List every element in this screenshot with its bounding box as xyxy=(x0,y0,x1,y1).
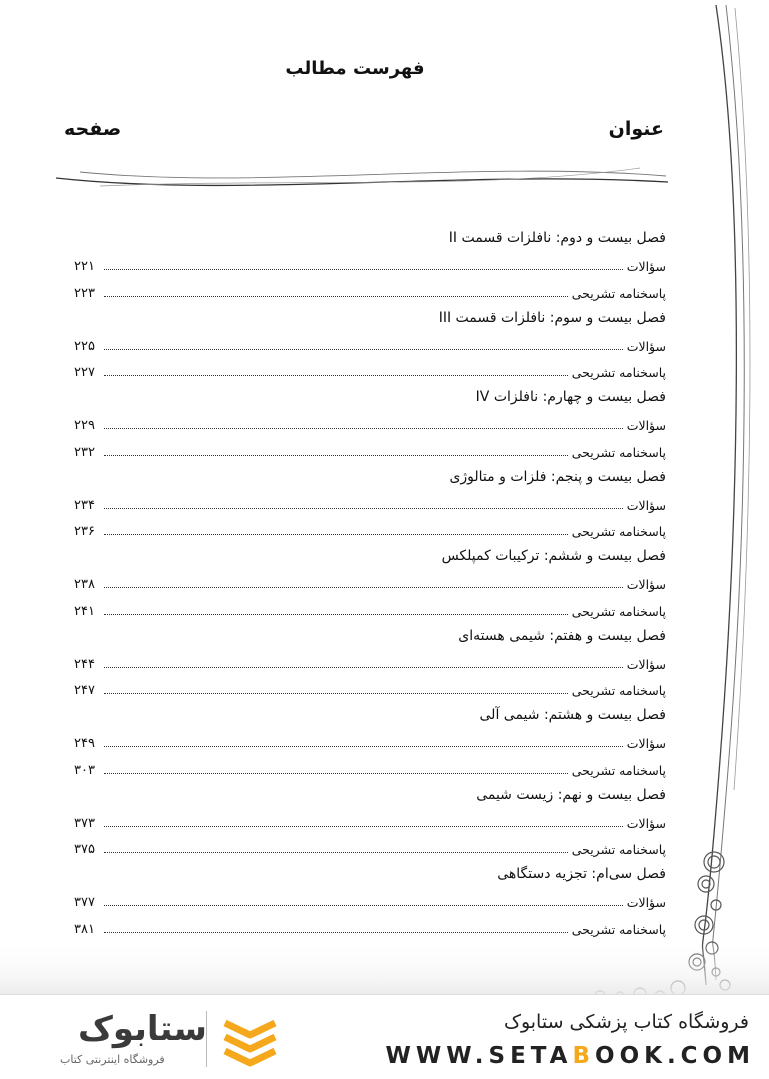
dot-leader xyxy=(104,773,568,774)
column-header-page: صفحه xyxy=(64,118,122,140)
toc-page-number: ۲۲۷ xyxy=(74,365,95,380)
toc-page-number: ۲۲۱ xyxy=(74,259,95,274)
toc-entry[interactable] xyxy=(74,808,666,835)
toc-entry[interactable] xyxy=(74,490,666,517)
seta-logo xyxy=(20,1005,300,1073)
toc-entry-label: پاسخنامه تشریحی xyxy=(571,921,666,937)
toc-entry-label: سؤالات xyxy=(626,656,666,672)
toc-page-number: ۲۳۶ xyxy=(74,524,95,539)
toc-entry-label: سؤالات xyxy=(626,895,666,910)
toc-page-number: ۲۴۴ xyxy=(74,656,95,672)
toc-entry[interactable] xyxy=(74,755,666,782)
toc-page-number: ۲۳۲ xyxy=(74,444,95,460)
toc-chapter-heading: فصل بیست و هفتم: شیمی هسته‌ای xyxy=(458,627,666,644)
toc-page-number: ۳۷۳ xyxy=(74,815,95,831)
toc-entry[interactable] xyxy=(74,649,666,676)
toc-entry-label: پاسخنامه تشریحی xyxy=(571,603,666,619)
toc-entry[interactable] xyxy=(74,570,666,597)
toc-page-number: ۲۴۱ xyxy=(74,603,95,619)
toc-page-number: ۳۸۱ xyxy=(74,921,95,937)
dot-leader xyxy=(104,746,623,747)
toc-entry-label: پاسخنامه تشریحی xyxy=(571,683,666,698)
dot-leader xyxy=(104,826,623,827)
dot-leader xyxy=(104,375,568,376)
toc-chapter-heading: فصل بیست و سوم: نافلزات قسمت III xyxy=(438,309,666,326)
dot-leader xyxy=(104,614,568,615)
toc-chapter-heading: فصل بیست و ششم: ترکیبات کمپلکس xyxy=(441,548,666,564)
toc-page-number: ۲۲۹ xyxy=(74,418,95,433)
toc-page-number: ۲۳۸ xyxy=(74,577,95,592)
logo-wordmark: ستابوک xyxy=(78,1009,207,1049)
dot-leader xyxy=(104,587,623,588)
toc-entry-label: پاسخنامه تشریحی xyxy=(571,842,666,857)
toc-entry-label: پاسخنامه تشریحی xyxy=(571,444,666,460)
dot-leader xyxy=(104,534,568,535)
dot-leader xyxy=(104,269,623,270)
toc-chapter-heading: فصل بیست و نهم: زیست شیمی xyxy=(476,786,666,803)
dot-leader xyxy=(104,428,623,429)
shop-name: فروشگاه کتاب پزشکی ستابوک xyxy=(503,1011,749,1033)
url-part-1: WWW.SETA xyxy=(385,1043,573,1069)
page-title: فهرست مطالب xyxy=(285,58,425,79)
toc-entry[interactable] xyxy=(74,252,666,279)
toc-chapter-heading: فصل بیست و دوم: نافلزات قسمت II xyxy=(448,230,666,246)
toc-entry[interactable] xyxy=(74,278,666,305)
column-header-title: عنوان xyxy=(608,118,664,140)
toc-page-number: ۳۷۵ xyxy=(74,842,95,857)
logo-subtitle: فروشگاه اینترنتی کتاب xyxy=(60,1053,165,1066)
dot-leader xyxy=(104,667,623,668)
toc-entry-label: سؤالات xyxy=(626,577,666,592)
toc-page-number: ۲۲۳ xyxy=(74,285,95,301)
toc-entry-label: سؤالات xyxy=(626,736,666,751)
dot-leader xyxy=(104,932,568,933)
dot-leader xyxy=(104,508,623,509)
toc-entry-label: پاسخنامه تشریحی xyxy=(571,365,666,380)
toc-chapter-heading: فصل سی‌ام: تجزیه دستگاهی xyxy=(497,866,666,882)
dot-leader xyxy=(104,693,568,694)
dot-leader xyxy=(104,296,568,297)
toc-chapter-heading: فصل بیست و چهارم: نافلزات IV xyxy=(475,389,666,405)
book-stack-icon xyxy=(220,1009,280,1069)
url-part-2: OOK.COM xyxy=(595,1043,755,1069)
toc-entry[interactable] xyxy=(74,914,666,941)
toc-entry[interactable] xyxy=(74,517,666,544)
toc-entry-label: پاسخنامه تشریحی xyxy=(571,762,666,778)
toc-entry-label: سؤالات xyxy=(626,418,666,433)
dot-leader xyxy=(104,905,623,906)
toc-page-number: ۳۰۳ xyxy=(74,762,95,778)
toc-entry-label: سؤالات xyxy=(626,497,666,513)
toc-chapter-heading: فصل بیست و هشتم: شیمی آلی xyxy=(479,707,666,723)
toc-page-number: ۲۳۴ xyxy=(74,497,95,513)
toc-chapter-heading: فصل بیست و پنجم: فلزات و متالوژی xyxy=(449,468,666,485)
toc-entry-label: سؤالات xyxy=(626,338,666,354)
toc-entry-label: سؤالات xyxy=(626,259,666,274)
table-of-contents xyxy=(74,225,666,941)
toc-entry[interactable] xyxy=(74,835,666,862)
toc-page-number: ۲۲۵ xyxy=(74,338,95,354)
dot-leader xyxy=(104,349,623,350)
toc-entry-label: پاسخنامه تشریحی xyxy=(571,524,666,539)
toc-entry[interactable] xyxy=(74,888,666,915)
toc-entry[interactable] xyxy=(74,729,666,756)
toc-entry[interactable] xyxy=(74,358,666,385)
dot-leader xyxy=(104,455,568,456)
url-accent-letter: B xyxy=(572,1043,596,1069)
toc-entry-label: سؤالات xyxy=(626,815,666,831)
toc-entry[interactable] xyxy=(74,596,666,623)
toc-page-number: ۲۴۷ xyxy=(74,683,95,698)
shop-url[interactable] xyxy=(386,1043,755,1069)
toc-entry-label: پاسخنامه تشریحی xyxy=(571,285,666,301)
toc-entry[interactable] xyxy=(74,437,666,464)
dot-leader xyxy=(104,852,568,853)
toc-entry[interactable] xyxy=(74,331,666,358)
toc-page-number: ۲۴۹ xyxy=(74,736,95,751)
footer-banner xyxy=(0,994,769,1079)
toc-entry[interactable] xyxy=(74,411,666,438)
toc-entry[interactable] xyxy=(74,676,666,703)
toc-page-number: ۳۷۷ xyxy=(74,895,95,910)
